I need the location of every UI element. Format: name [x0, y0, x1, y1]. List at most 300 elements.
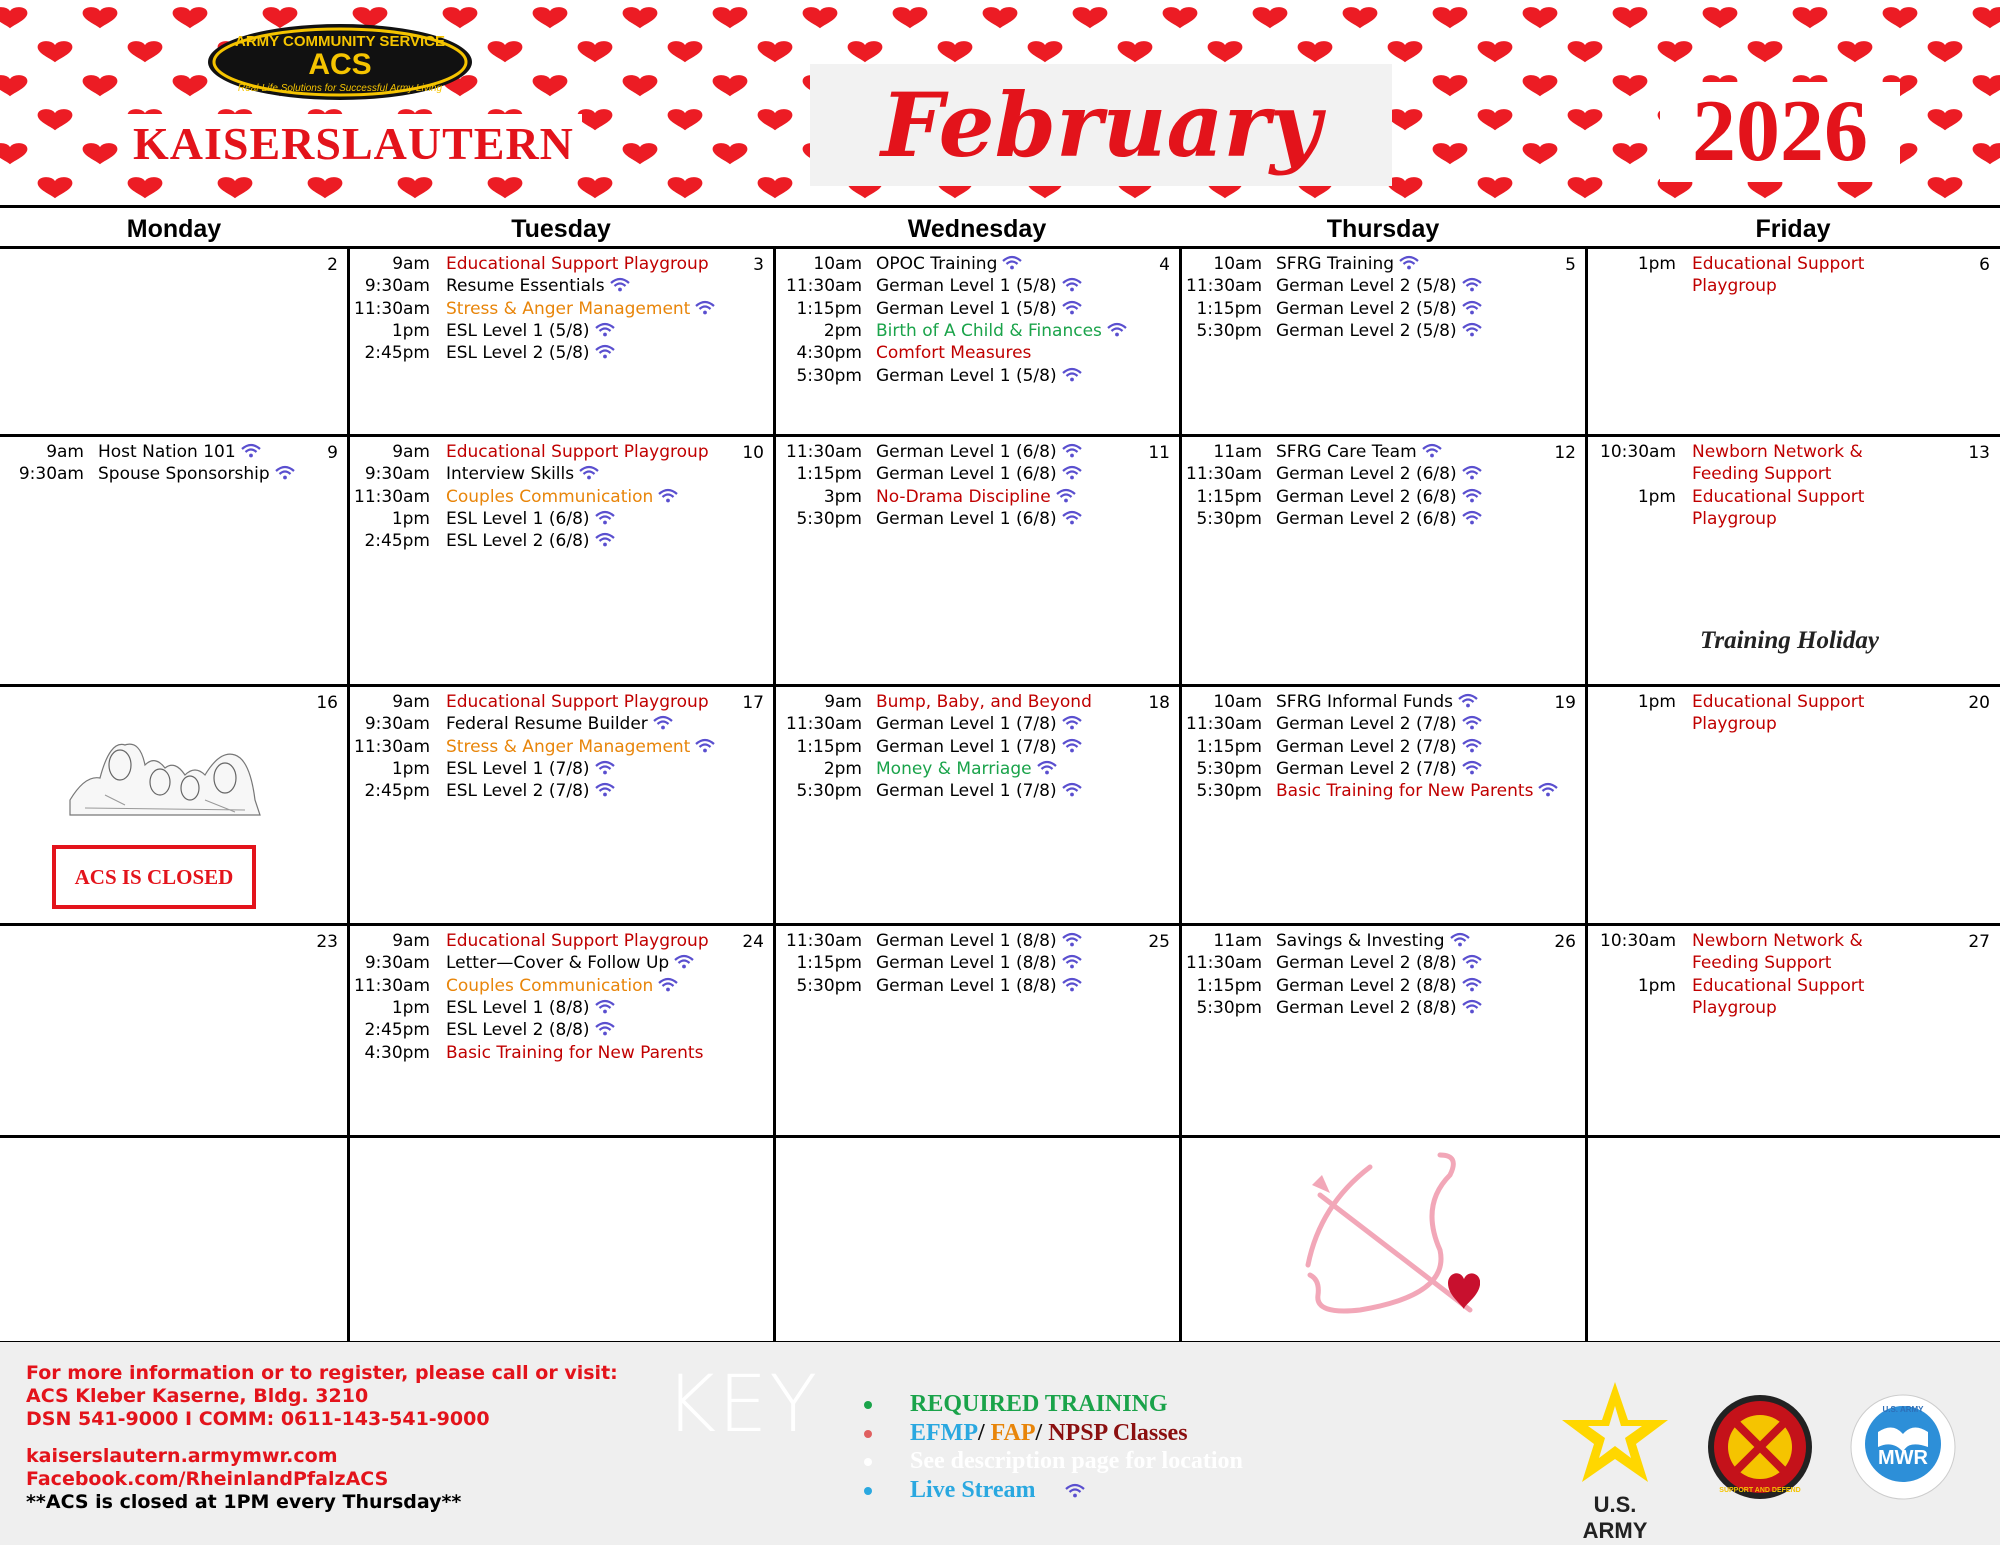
event-name: German Level 2 (6/8) [1276, 486, 1483, 508]
calendar-event[interactable] [774, 275, 1180, 297]
event-time: 1:15pm [1196, 736, 1262, 757]
calendar-event[interactable] [1586, 441, 2000, 463]
event-time: 5:30pm [796, 975, 862, 996]
calendar-event[interactable] [774, 780, 1180, 802]
calendar-event[interactable] [1180, 320, 1586, 342]
wifi-icon [1461, 488, 1483, 503]
event-name: German Level 1 (5/8) [876, 365, 1083, 387]
event-time: 1pm [1637, 254, 1676, 274]
day-number: 10 [742, 443, 764, 463]
event-name: German Level 1 (8/8) [876, 930, 1083, 952]
event-time: 11:30am [1186, 714, 1262, 735]
calendar-event[interactable] [348, 997, 774, 1019]
event-time: 11:30am [354, 975, 430, 996]
calendar-event[interactable] [774, 463, 1180, 485]
event-name: SFRG Care Team [1276, 441, 1443, 463]
calendar-event[interactable] [1180, 713, 1586, 735]
calendar-event[interactable] [774, 691, 1180, 713]
heart-icon [83, 7, 118, 28]
event-name: German Level 2 (8/8) [1276, 952, 1483, 974]
day-number: 17 [742, 693, 764, 713]
heart-icon [1163, 7, 1198, 28]
event-time: 4:30pm [364, 1042, 430, 1063]
calendar-event[interactable] [348, 758, 774, 780]
month-title: February [880, 73, 1322, 177]
heart-icon [218, 177, 253, 198]
heart-icon [38, 41, 73, 62]
wifi-icon [1055, 488, 1077, 503]
event-time: 11:30am [786, 714, 862, 735]
calendar-event[interactable] [0, 441, 348, 463]
weekday-header-row [0, 207, 2000, 247]
calendar-event[interactable] [774, 758, 1180, 780]
event-name: Interview Skills [446, 463, 600, 485]
calendar-event[interactable] [1586, 463, 2000, 485]
calendar-event[interactable] [1586, 508, 2000, 530]
calendar-event[interactable] [348, 441, 774, 463]
calendar-event[interactable] [348, 1019, 774, 1041]
heart-icon [713, 75, 748, 96]
wifi-icon [694, 300, 716, 315]
calendar-event[interactable] [774, 713, 1180, 735]
calendar-event[interactable] [1180, 486, 1586, 508]
wifi-icon [1036, 760, 1058, 775]
legend-npsp-label: NPSP Classes [1048, 1419, 1188, 1446]
event-time: 10am [1213, 254, 1262, 274]
day-number: 5 [1565, 255, 1576, 275]
calendar-header [0, 0, 2000, 205]
event-time: 2pm [823, 758, 862, 779]
heart-icon [1928, 109, 1963, 130]
event-name: Savings & Investing [1276, 930, 1471, 952]
heart-icon [1523, 7, 1558, 28]
event-name: Educational Support [1692, 692, 1865, 712]
event-name: Playgroup [1692, 997, 1777, 1018]
day-cell-friday [1586, 924, 2000, 1136]
wifi-icon [594, 1021, 616, 1036]
day-cell-tuesday [348, 685, 774, 924]
heart-icon [1748, 41, 1783, 62]
day-cell-wednesday [774, 435, 1180, 685]
us-army-label: U.S. ARMY [1582, 1492, 1648, 1543]
event-name: German Level 2 (7/8) [1276, 713, 1483, 735]
event-time: 1:15pm [796, 298, 862, 319]
logo-top-text: ARMY COMMUNITY SERVICE [234, 33, 446, 50]
calendar-event[interactable] [1180, 463, 1586, 485]
event-time: 10:30am [1600, 931, 1676, 951]
event-name: Educational Support [1692, 254, 1865, 274]
calendar-event[interactable] [774, 930, 1180, 952]
legend-required [860, 1390, 1243, 1419]
event-name: ESL Level 1 (6/8) [446, 508, 616, 530]
calendar-event[interactable] [774, 486, 1180, 508]
calendar-event[interactable] [1180, 253, 1586, 275]
event-name: Newborn Network & [1692, 931, 1863, 951]
event-time: 1:15pm [796, 953, 862, 974]
info-address: ACS Kleber Kaserne, Bldg. 3210 [26, 1385, 369, 1407]
day-cell-tuesday [348, 247, 774, 435]
day-cell-wednesday [774, 247, 1180, 435]
heart-icon [1658, 41, 1693, 62]
calendar-event[interactable] [774, 342, 1180, 364]
wifi-icon [1461, 300, 1483, 315]
event-time: 1pm [391, 320, 430, 341]
heart-icon [533, 75, 568, 96]
calendar-event[interactable] [1180, 691, 1586, 713]
event-time: 1:15pm [796, 736, 862, 757]
wifi-icon [1461, 954, 1483, 969]
wifi-icon [594, 532, 616, 547]
day-cell-friday [1586, 685, 2000, 924]
heart-icon [1433, 7, 1468, 28]
heart-icon [578, 41, 613, 62]
event-name: Educational Support Playgroup [446, 442, 709, 462]
event-time: 1:15pm [796, 464, 862, 485]
heart-icon [1028, 41, 1063, 62]
calendar-event[interactable] [774, 736, 1180, 758]
facebook-link[interactable]: Facebook.com/RheinlandPfalzACS [26, 1468, 389, 1490]
day-number: 24 [742, 932, 764, 952]
heart-icon [578, 177, 613, 198]
calendar-event[interactable] [1180, 275, 1586, 297]
wifi-icon [578, 465, 600, 480]
day-number: 4 [1159, 255, 1170, 275]
event-name: ESL Level 2 (6/8) [446, 530, 616, 552]
red-bullet-icon [864, 1430, 872, 1438]
legend-efmp-label: EFMP [910, 1419, 978, 1446]
event-name: German Level 1 (8/8) [876, 975, 1083, 997]
wifi-icon [594, 999, 616, 1014]
legend [860, 1390, 1243, 1504]
calendar-event[interactable] [774, 365, 1180, 387]
heart-icon [938, 41, 973, 62]
calendar-event[interactable] [1586, 952, 2000, 974]
calendar-event[interactable] [1180, 508, 1586, 530]
wifi-icon [673, 954, 695, 969]
event-time: 11:30am [354, 736, 430, 757]
heart-icon [758, 109, 793, 130]
event-name: Playgroup [1692, 276, 1777, 297]
heart-icon [1568, 109, 1603, 130]
event-name: Bump, Baby, and Beyond [876, 692, 1092, 712]
event-time: 11:30am [1186, 276, 1262, 297]
event-name: SFRG Informal Funds [1276, 691, 1479, 713]
calendar-event[interactable] [348, 930, 774, 952]
calendar-event[interactable] [348, 736, 774, 758]
calendar-event[interactable] [1586, 997, 2000, 1019]
year-title: 2026 [1692, 83, 1868, 180]
calendar-event[interactable] [0, 463, 348, 485]
event-name: Playgroup [1692, 714, 1777, 735]
heart-icon [128, 177, 163, 198]
day-number: 3 [753, 255, 764, 275]
heart-icon [1388, 109, 1423, 130]
heart-icon [1523, 143, 1558, 164]
event-name: Educational Support [1692, 486, 1865, 507]
wifi-icon [652, 715, 674, 730]
heart-icon [38, 109, 73, 130]
wifi-icon [1061, 443, 1083, 458]
weekday-tuesday: Tuesday [511, 215, 611, 243]
grid-line-horizontal [0, 205, 2000, 208]
calendar-event[interactable] [348, 530, 774, 552]
wifi-icon [1461, 322, 1483, 337]
weekday-thursday: Thursday [1326, 215, 1440, 243]
calendar-event[interactable] [1586, 691, 2000, 713]
weekday-wednesday: Wednesday [907, 215, 1047, 243]
calendar-event[interactable] [348, 253, 774, 275]
event-time: 10am [1213, 692, 1262, 712]
heart-icon [1838, 41, 1873, 62]
event-time: 11:30am [354, 298, 430, 319]
event-name: Basic Training for New Parents [1276, 780, 1559, 802]
event-time: 5:30pm [1196, 508, 1262, 529]
heart-icon [398, 177, 433, 198]
legend-live [860, 1476, 1243, 1505]
heart-icon [308, 177, 343, 198]
heart-icon [758, 41, 793, 62]
event-name: SFRG Training [1276, 253, 1420, 275]
acs-closed-badge: ACS IS CLOSED [52, 845, 256, 909]
blue-bullet-icon [864, 1487, 872, 1495]
thursday-closure-note: **ACS is closed at 1PM every Thursday** [26, 1491, 462, 1513]
wifi-icon [1061, 300, 1083, 315]
day-number: 27 [1968, 932, 1990, 952]
calendar-event[interactable] [348, 275, 774, 297]
heart-icon [1883, 7, 1918, 28]
day-cell-thursday [1180, 924, 1586, 1136]
heart-icon [1478, 109, 1513, 130]
calendar-event[interactable] [1180, 298, 1586, 320]
installation-seal-logo [1705, 1392, 1815, 1502]
heart-icon [1253, 7, 1288, 28]
heart-icon [488, 177, 523, 198]
heart-icon [668, 41, 703, 62]
calendar-event[interactable] [774, 441, 1180, 463]
event-name: No-Drama Discipline [876, 486, 1077, 508]
calendar-event[interactable] [1586, 275, 2000, 297]
calendar-event[interactable] [348, 463, 774, 485]
day-number: 11 [1148, 443, 1170, 463]
event-time: 1:15pm [1196, 298, 1262, 319]
event-name: Stress & Anger Management [446, 736, 716, 758]
calendar-event[interactable] [1586, 713, 2000, 735]
training-holiday-note: Training Holiday [1700, 627, 1879, 654]
heart-icon [1523, 75, 1558, 96]
calendar-footer [0, 1342, 2000, 1545]
event-name: Educational Support Playgroup [446, 692, 709, 712]
calendar-event[interactable] [1180, 975, 1586, 997]
event-time: 5:30pm [1196, 781, 1262, 802]
calendar-event[interactable] [348, 342, 774, 364]
event-name: German Level 2 (6/8) [1276, 508, 1483, 530]
heart-icon [893, 7, 928, 28]
event-name: ESL Level 2 (8/8) [446, 1019, 616, 1041]
event-time: 1pm [391, 997, 430, 1018]
calendar-event[interactable] [1180, 997, 1586, 1019]
website-link[interactable]: kaiserslautern.armymwr.com [26, 1445, 338, 1467]
heart-icon [803, 7, 838, 28]
wifi-icon [594, 510, 616, 525]
wifi-icon [1061, 977, 1083, 992]
day-number: 12 [1554, 443, 1576, 463]
event-name: Couples Communication [446, 486, 679, 508]
heart-icon [1388, 177, 1423, 198]
calendar-event[interactable] [348, 713, 774, 735]
calendar-event[interactable] [774, 253, 1180, 275]
heart-icon [1973, 143, 2000, 164]
calendar-event[interactable] [348, 1042, 774, 1064]
wifi-icon [1461, 999, 1483, 1014]
wifi-icon [1457, 693, 1479, 708]
calendar-event[interactable] [774, 508, 1180, 530]
weekday-monday: Monday [126, 215, 222, 243]
day-cell-wednesday [774, 924, 1180, 1136]
heart-icon [173, 7, 208, 28]
mwr-text: MWR [1878, 1447, 1928, 1469]
event-name: Stress & Anger Management [446, 298, 716, 320]
calendar-event[interactable] [1586, 975, 2000, 997]
event-time: 9:30am [18, 464, 84, 485]
logo-tagline: Real-Life Solutions for Successful Army Living [237, 83, 443, 94]
heart-icon [1568, 177, 1603, 198]
wifi-icon [1461, 510, 1483, 525]
event-time: 5:30pm [1196, 997, 1262, 1018]
legend-fap-label: FAP [990, 1419, 1036, 1446]
day-cell-monday [0, 247, 348, 435]
day-cell-tuesday [348, 435, 774, 685]
event-time: 1pm [391, 758, 430, 779]
event-time: 5:30pm [796, 365, 862, 386]
event-name: Letter—Cover & Follow Up [446, 952, 695, 974]
day-number: 25 [1148, 932, 1170, 952]
heart-icon [758, 177, 793, 198]
calendar-event[interactable] [348, 486, 774, 508]
heart-icon [1343, 7, 1378, 28]
wifi-icon [274, 465, 296, 480]
event-time: 11am [1213, 442, 1262, 462]
heart-icon [1388, 41, 1423, 62]
calendar-event[interactable] [1586, 253, 2000, 275]
calendar-event[interactable] [774, 320, 1180, 342]
heart-icon [1073, 7, 1108, 28]
heart-icon [1973, 7, 2000, 28]
heart-icon [1793, 7, 1828, 28]
green-bullet-icon [864, 1401, 872, 1409]
event-time: 2pm [823, 320, 862, 341]
legend-live-label: Live Stream [910, 1476, 1036, 1503]
event-name: German Level 2 (7/8) [1276, 736, 1483, 758]
day-number: 16 [316, 693, 338, 713]
event-name: German Level 2 (6/8) [1276, 463, 1483, 485]
white-bullet-icon [864, 1458, 872, 1466]
calendar-event[interactable] [774, 298, 1180, 320]
wifi-icon [1461, 738, 1483, 753]
calendar-event[interactable] [348, 780, 774, 802]
event-name: German Level 1 (6/8) [876, 441, 1083, 463]
calendar-event[interactable] [1586, 930, 2000, 952]
calendar-event[interactable] [774, 975, 1180, 997]
heart-icon [668, 109, 703, 130]
wifi-icon [1061, 932, 1083, 947]
day-cell-thursday [1180, 685, 1586, 924]
day-number: 26 [1554, 932, 1576, 952]
event-name: German Level 2 (5/8) [1276, 320, 1483, 342]
day-number: 6 [1979, 255, 1990, 275]
event-time: 2:45pm [364, 1020, 430, 1041]
wifi-icon [594, 782, 616, 797]
wifi-icon [1001, 255, 1023, 270]
calendar-event[interactable] [1180, 930, 1586, 952]
calendar-event[interactable] [1180, 758, 1586, 780]
event-name: ESL Level 2 (7/8) [446, 780, 616, 802]
event-time: 4:30pm [796, 343, 862, 364]
heart-icon [848, 41, 883, 62]
event-name: German Level 1 (6/8) [876, 463, 1083, 485]
wifi-icon [1537, 782, 1559, 797]
event-time: 9am [46, 442, 84, 462]
calendar-event[interactable] [774, 952, 1180, 974]
day-cell-thursday [1180, 435, 1586, 685]
event-time: 1pm [1637, 975, 1676, 996]
calendar-event[interactable] [348, 508, 774, 530]
heart-icon [0, 7, 27, 28]
event-name: German Level 1 (7/8) [876, 780, 1083, 802]
calendar-event[interactable] [1180, 952, 1586, 974]
event-name: Resume Essentials [446, 275, 631, 297]
heart-icon [578, 109, 613, 130]
event-time: 1:15pm [1196, 486, 1262, 507]
calendar-event[interactable] [1586, 486, 2000, 508]
event-name: ESL Level 1 (7/8) [446, 758, 616, 780]
wifi-icon [1061, 277, 1083, 292]
wifi-icon [594, 760, 616, 775]
info-phones: DSN 541-9000 I COMM: 0611-143-541-9000 [26, 1408, 490, 1430]
calendar-event[interactable] [1180, 780, 1586, 802]
event-name: Basic Training for New Parents [446, 1042, 704, 1063]
calendar-event[interactable] [348, 691, 774, 713]
wifi-icon [694, 738, 716, 753]
event-name: Educational Support Playgroup [446, 254, 709, 274]
day-cell-friday [1586, 247, 2000, 435]
event-time: 9am [392, 931, 430, 951]
calendar-event[interactable] [348, 952, 774, 974]
event-time: 10am [813, 254, 862, 274]
year-box [1660, 82, 1900, 182]
calendar-event[interactable] [348, 320, 774, 342]
wifi-icon [594, 344, 616, 359]
event-time: 11:30am [1186, 953, 1262, 974]
wifi-icon [1061, 510, 1083, 525]
wifi-icon [240, 443, 262, 458]
event-time: 9am [392, 442, 430, 462]
event-name: German Level 2 (7/8) [1276, 758, 1483, 780]
heart-icon [1433, 75, 1468, 96]
calendar-event[interactable] [348, 298, 774, 320]
event-time: 11:30am [786, 442, 862, 462]
us-army-star-logo [1560, 1378, 1670, 1488]
event-name: German Level 1 (5/8) [876, 275, 1083, 297]
heart-icon [1298, 41, 1333, 62]
calendar-event[interactable] [348, 975, 774, 997]
calendar-event[interactable] [1180, 441, 1586, 463]
event-name: German Level 2 (5/8) [1276, 298, 1483, 320]
day-number: 13 [1968, 443, 1990, 463]
calendar-event[interactable] [1180, 736, 1586, 758]
wifi-icon [1398, 255, 1420, 270]
event-name: German Level 1 (5/8) [876, 298, 1083, 320]
heart-icon [0, 143, 27, 164]
